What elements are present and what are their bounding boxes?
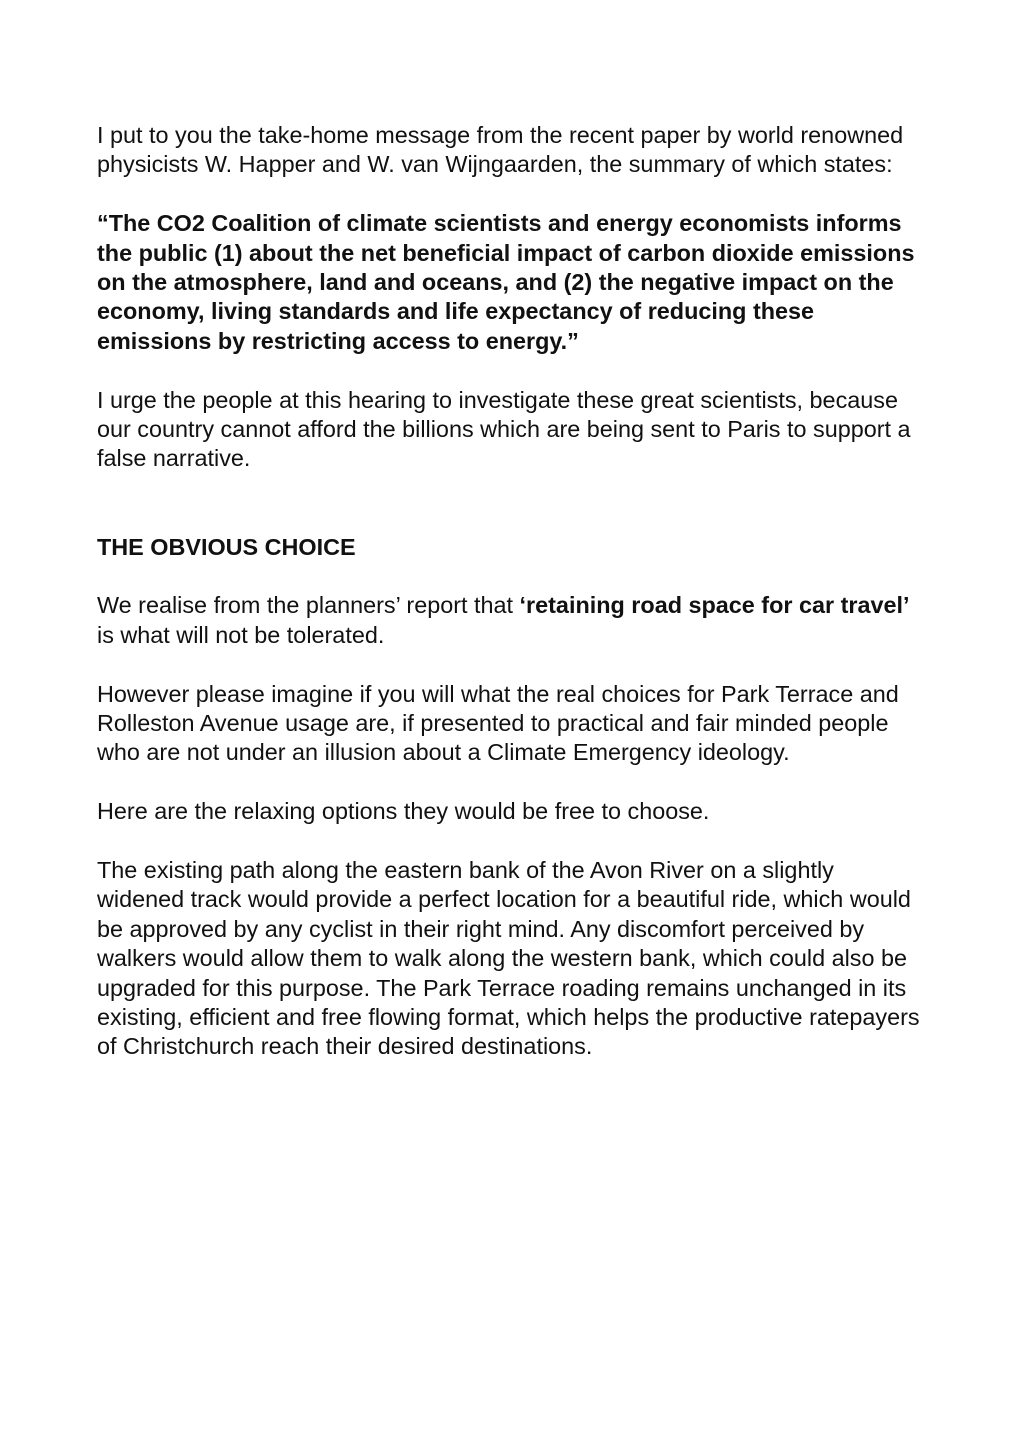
quote-paragraph: “The CO2 Coalition of climate scientists and energy economists informs the public (1) about the net beneficial impact of carbon dioxide emissions on the atmosphere, land and oceans, and (2) the negative impact on the economy, living standards and life expectancy of reducing these emissions by restricting access to energy.” [97, 210, 915, 354]
realise-text-before: We realise from the planners’ report that [97, 592, 520, 619]
intro-paragraph: I put to you the take-home message from the recent paper by world renowned physicists W. Happer and W. van Wijngaarden, the summary of which states: [97, 122, 904, 178]
realise-emphasis: ‘retaining road space for car travel’ [519, 592, 910, 619]
path-paragraph: The existing path along the eastern bank of the Avon River on a slightly widened track would provide a perfect location for a beautiful ride, which would be approved by any cyclist in their right mind. Any discomfort perceived by walkers would allow them to walk along the western bank, which could also be upgraded for this purpose. The Park Terrace roading remains unchanged in its existing, efficient and free flowing format, which helps the productive ratepayers of Christchurch reach their desired destinations. [97, 857, 920, 1060]
document-page [97, 121, 927, 1091]
options-paragraph: Here are the relaxing options they would be free to choose. [97, 798, 710, 825]
realise-text-after: is what will not be tolerated. [97, 621, 385, 648]
realise-paragraph [97, 591, 927, 650]
section-heading: THE OBVIOUS CHOICE [97, 533, 356, 560]
imagine-paragraph: However please imagine if you will what the real choices for Park Terrace and Rolleston Avenue usage are, if presented to practical and fair minded people who are not under an illusion about a Climate Emergency ideology. [97, 680, 899, 766]
urge-paragraph: I urge the people at this hearing to investigate these great scientists, because our country cannot afford the billions which are being sent to Paris to support a false narrative. [97, 386, 911, 472]
